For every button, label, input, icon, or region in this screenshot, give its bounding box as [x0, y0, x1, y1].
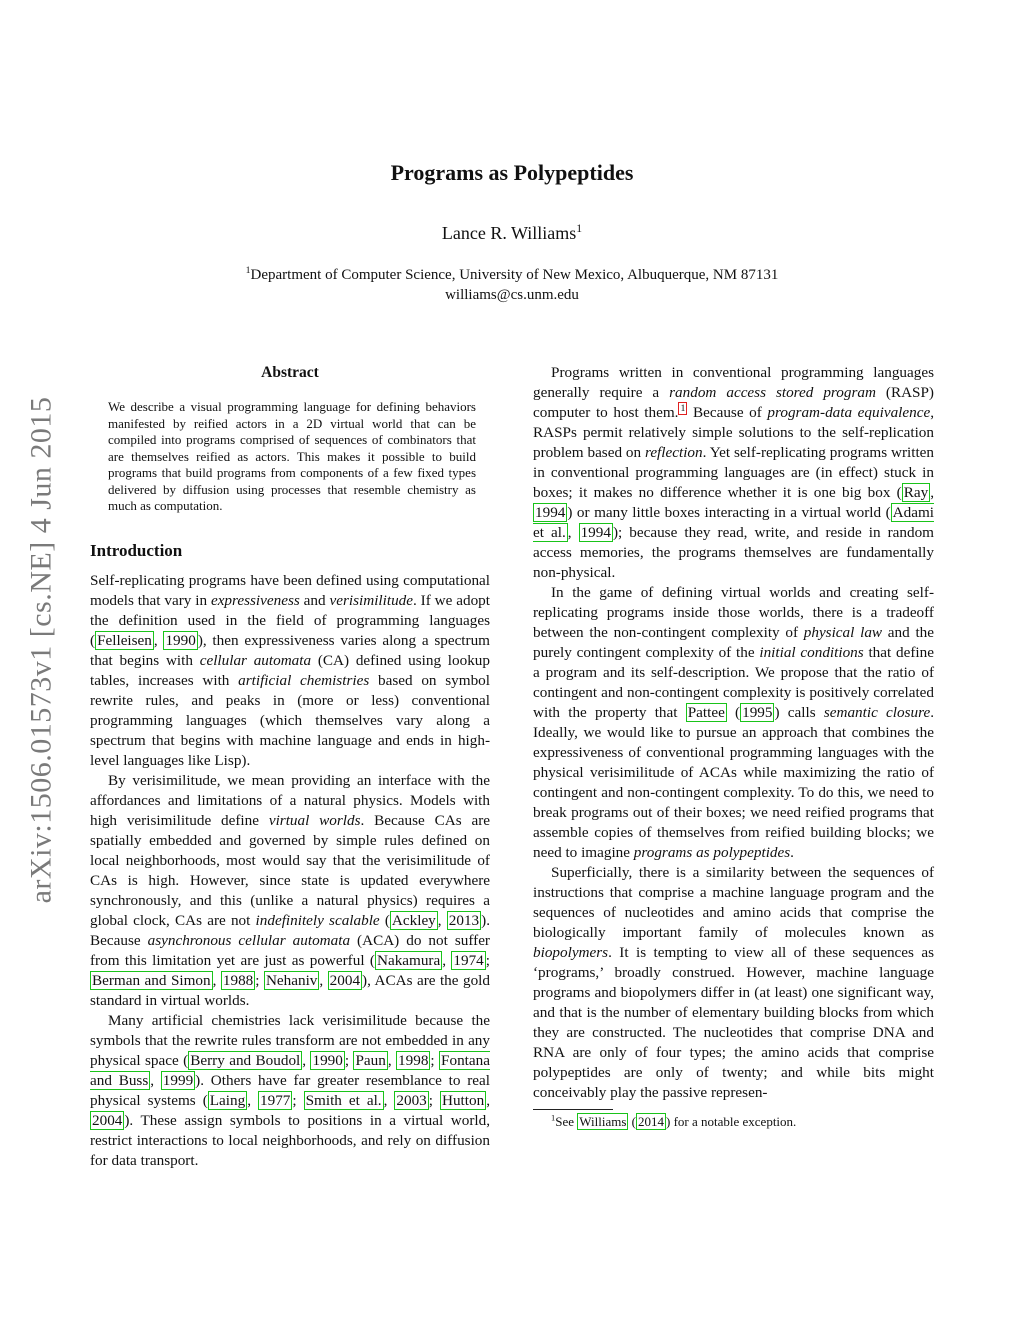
abstract-text: We describe a visual programming language for defining behaviors manifested by reified actors in a 2D virtual world that can be compiled into programs comprised of sequences of combinators that are themselves reified as actors. This makes it possible to build programs that build programs from components of a few fixed types delivered by diffusion using processes that resemble chemistry as much as computation. — [108, 399, 476, 513]
citation-link[interactable]: Berman and Simon — [92, 971, 211, 989]
author-line — [0, 223, 1024, 244]
citation-link[interactable]: Laing — [209, 1091, 246, 1109]
citation-link[interactable]: Adami et al. — [533, 504, 934, 541]
citation-link[interactable]: 1990 — [312, 1051, 343, 1069]
citation-link[interactable]: Ackley — [391, 911, 436, 929]
citation-link[interactable]: Smith et al. — [305, 1091, 382, 1109]
citation-link[interactable]: 1998 — [398, 1051, 429, 1069]
citation-link[interactable]: Hutton — [441, 1091, 485, 1109]
citation-link[interactable]: 1990 — [165, 631, 196, 649]
arxiv-id: arXiv:1506.01573v1 [cs.NE] 4 Jun 2015 — [24, 396, 57, 904]
arxiv-stamp — [6, 370, 76, 930]
citation-link[interactable]: 2003 — [396, 1091, 427, 1109]
introduction-heading: Introduction — [90, 540, 183, 560]
citation-link[interactable]: 1977 — [260, 1091, 291, 1109]
citation-link[interactable]: 1995 — [742, 704, 773, 721]
author-email: williams@cs.unm.edu — [445, 287, 579, 303]
citation-link[interactable]: Felleisen — [97, 631, 152, 649]
paper-title: Programs as Polypeptides — [390, 160, 634, 185]
right-paragraph-1: Programs written in conventional programming languages generally require a random access stored program (RASP) computer to host them. $^1$ Because of program-data equivalence, RASPs permit relatively simple solutions to the self-replication problem based on reflection. Yet self-replicating programs written in conventional programming languages are (in effect) stuck in boxes; it makes no difference whether it is one big box ( Ray , 1994 ) or many little boxes interacting in a virtual world ( Adami et al. , 1994 ); because they read, write, and reside in random access memories, the programs themselves are fundamentally non-physical. — [533, 364, 934, 581]
affiliation-mark: 1 — [245, 265, 251, 276]
intro-paragraph-3: Many artificial chemistries lack verisimilitude because the symbols that the rewrite rules transform are not embedded in any physical space ( Berry and Boudol , 1990 ; Paun , 1998 ; Fontana and Buss , 1999 ). Others have far greater resemblance to real physical systems ( Laing , 1977 ; Smith et al. , 2003 ; Hutton , 2004 ). These assign symbols to positions in a virtual world, restrict interactions to local neighborhoods, and rely on diffusion for data transport. — [90, 1011, 490, 1169]
intro-paragraph-1: Self-replicating programs have been defined using computational models that vary in expressiveness and verisimilitude. If we adopt the definition used in the field of programming languages ( Felleisen , 1990 ), then expressiveness varies along a spectrum that begins with cellular automata (CA) defined using lookup tables, increases with artificial chemistries based on symbol rewrite rules, and peaks in (more or less) conventional programming languages (which themselves vary along a spectrum that begins with machine language and ends in high-level languages like Lisp). — [90, 571, 490, 769]
citation-link[interactable]: 1994 — [535, 504, 566, 521]
citation-link[interactable]: Ray — [903, 484, 929, 501]
footnote: $^1$See Williams ( 2014 ) for a notable exception. — [551, 1112, 797, 1129]
author-name: Lance R. Williams — [441, 223, 577, 243]
footnote-divider — [533, 1109, 613, 1110]
citation-link[interactable]: 2004 — [329, 971, 361, 989]
citation-link[interactable]: 1974 — [453, 951, 484, 969]
citation-link[interactable]: Pattee — [687, 704, 725, 721]
right-paragraph-3: Superficially, there is a similarity between the sequences of instructions that comprise a machine language program and the sequences of nucleotides and amino acids that comprise the biologically important family of molecules known as biopolymers. It is tempting to view all of these sequences as ‘programs,’ broadly construed. However, machine language programs and biopolymers differ in (at least) one significant way, and that is the number of elementary building blocks from which they are constructed. The nucleotides that comprise DNA and RNA are only of four types; the amino acids that comprise polypeptides are only of twenty; and while bits might conceivably play the passive represen- — [533, 864, 934, 1101]
citation-link[interactable]: Paun — [355, 1051, 386, 1069]
left-column — [90, 363, 490, 1171]
citation-link[interactable]: Fontana and Buss — [90, 1051, 490, 1089]
citation-link[interactable]: 2013 — [448, 911, 480, 929]
footnote-reference[interactable]: 1 — [680, 402, 686, 414]
affiliation: $^1$Department of Computer Science, University of New Mexico, Albuquerque, NM 87131 — [245, 265, 779, 283]
author-mark: 1 — [576, 222, 583, 235]
citation-link[interactable]: 2004 — [92, 1111, 123, 1129]
footnote-mark: 1 — [551, 1112, 556, 1123]
citation-link[interactable]: Williams — [579, 1114, 627, 1129]
right-column — [533, 363, 934, 1130]
affiliation-block — [0, 265, 1024, 305]
citation-link[interactable]: 1988 — [222, 971, 254, 989]
citation-link[interactable]: Berry and Boudol — [190, 1051, 301, 1069]
citation-link[interactable]: 1999 — [162, 1071, 194, 1089]
intro-paragraph-2: By verisimilitude, we mean providing an interface with the affordances and limitations of a natural physics. Models with high verisimilitude define virtual worlds. Because CAs are spatially embedded and governed by simple rules defined on local neighborhoods, most would say that the verisimilitude of CAs is high. However, since state is updated everywhere synchronously, and this (unlike a natural physics) requires a global clock, CAs are not indefinitely scalable ( Ackley , 2013 ). Because asynchronous cellular automata (ACA) do not suffer from this limitation yet are just as powerful ( Nakamura , 1974 ; Berman and Simon , 1988 ; Nehaniv , 2004 ), ACAs are the gold standard in virtual worlds. — [90, 771, 490, 1009]
citation-link[interactable]: Nehaniv — [265, 971, 318, 989]
citation-link[interactable]: 1994 — [580, 524, 611, 541]
abstract-heading: Abstract — [261, 364, 319, 381]
citation-link[interactable]: 2014 — [637, 1114, 664, 1129]
citation-link[interactable]: Nakamura — [376, 951, 441, 969]
right-paragraph-2: In the game of defining virtual worlds and creating self-replicating programs inside those worlds, there is a tradeoff between the non-contingent complexity of physical law and the purely contingent complexity of the initial conditions that define a program and its self-description. We propose that the ratio of contingent and non-contingent complexity is positively correlated with the property that Pattee ( 1995 ) calls semantic closure. Ideally, we would like to pursue an approach that combines the expressiveness of conventional programming languages with the physical verisimilitude of ACAs while maximizing the ratio of contingent and non-contingent complexity. To do this, we need to break programs out of their boxes; we need reified programs that assemble copies of themselves from reified building blocks; we need to imagine programs as polypeptides. — [533, 584, 935, 861]
